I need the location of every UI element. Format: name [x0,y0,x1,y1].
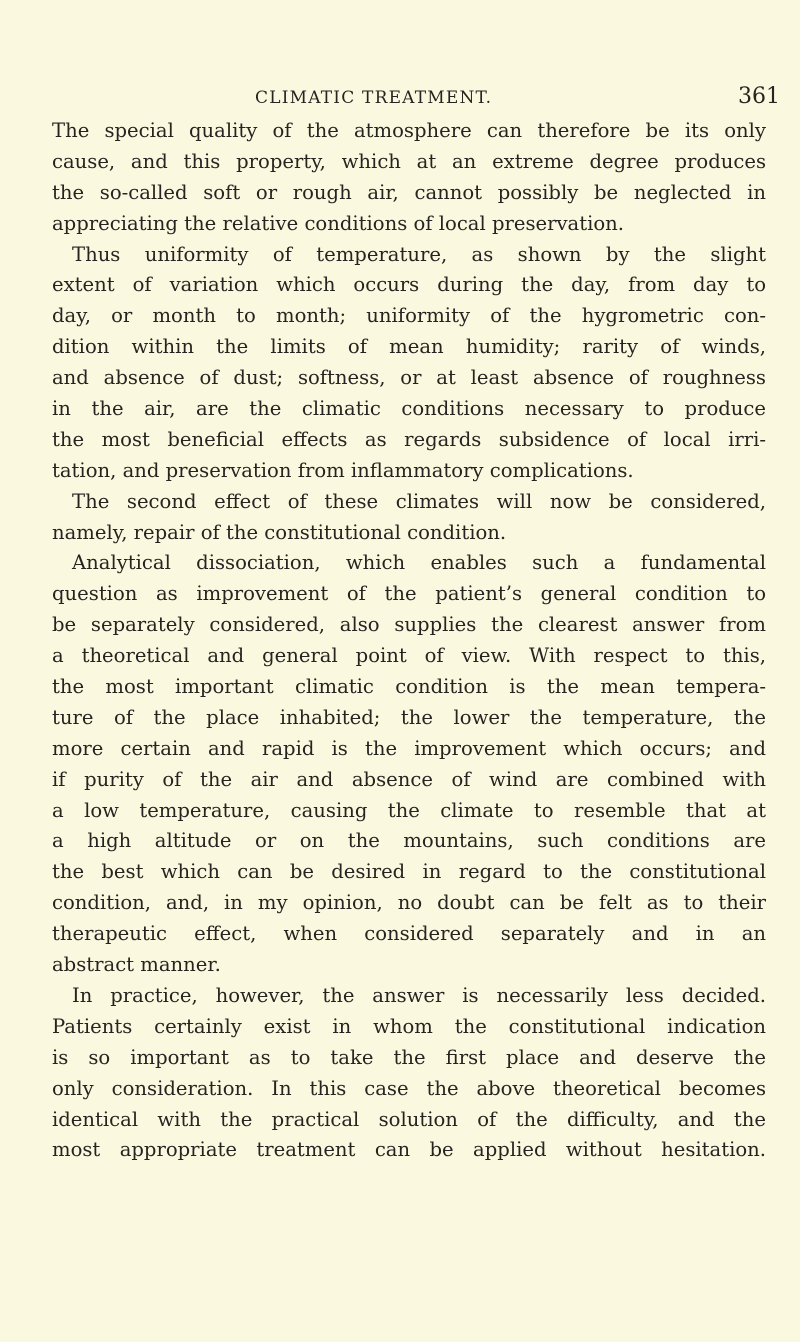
text-line: a theoretical and general point of view. With respect to this, [52,644,766,668]
running-head: CLIMATIC TREATMENT. [255,88,493,108]
text-line: a high altitude or on the mountains, such conditions are [52,829,766,853]
text-line: the most important climatic condition is the mean tempera- [52,675,766,699]
text-line: therapeutic effect, when considered separately and in an [52,922,766,946]
text-line: In practice, however, the answer is necessarily less decided. [72,983,766,1007]
text-line: namely, repair of the constitutional condition. [52,520,507,544]
text-line: abstract manner. [52,953,221,977]
text-line: most appropriate treatment can be applied without hesitation. [52,1138,766,1162]
text-line: identical with the practical solution of the difficulty, and the [52,1107,766,1131]
text-line: day, or month to month; uniformity of the hygrometric con- [52,304,766,328]
text-line: if purity of the air and absence of wind are combined with [52,767,766,791]
text-line: more certain and rapid is the improvement which occurs; and [52,736,766,760]
text-line: appreciating the relative conditions of local preservation. [52,211,625,235]
text-line: ture of the place inhabited; the lower the temperature, the [52,705,766,729]
page-number: 361 [738,84,780,109]
text-line: question as improvement of the patient’s general condition to [52,582,766,606]
text-line: is so important as to take the first place and deserve the [52,1045,766,1069]
text-line: condition, and, in my opinion, no doubt can be felt as to their [52,891,766,915]
body-text [52,116,766,1166]
text-line: Thus uniformity of temperature, as shown by the slight [72,242,766,266]
text-line: The special quality of the atmosphere can therefore be its only [52,119,766,142]
text-line: in the air, are the climatic conditions necessary to produce [52,397,766,421]
text-line: The second effect of these climates will now be considered, [72,489,766,513]
text-line: be separately considered, also supplies the clearest answer from [52,613,766,637]
text-line: Analytical dissociation, which enables such a fundamental [72,551,766,575]
text-line: tation, and preservation from inflammatory complications. [52,458,634,482]
text-line: the so-called soft or rough air, cannot possibly be neglected in [52,180,766,204]
text-line: the best which can be desired in regard to the constitutional [52,860,766,884]
text-line: only consideration. In this case the above theoretical becomes [52,1076,766,1100]
text-line: a low temperature, causing the climate to resemble that at [52,798,766,822]
text-line: Patients certainly exist in whom the constitutional indication [52,1014,766,1038]
text-line: extent of variation which occurs during the day, from day to [52,273,766,297]
text-line: dition within the limits of mean humidity; rarity of winds, [52,335,766,359]
text-line: and absence of dust; softness, or at least absence of roughness [52,366,766,390]
text-line: the most beneficial effects as regards subsidence of local irri- [52,427,766,451]
text-line: cause, and this property, which at an extreme degree produces [52,149,766,173]
